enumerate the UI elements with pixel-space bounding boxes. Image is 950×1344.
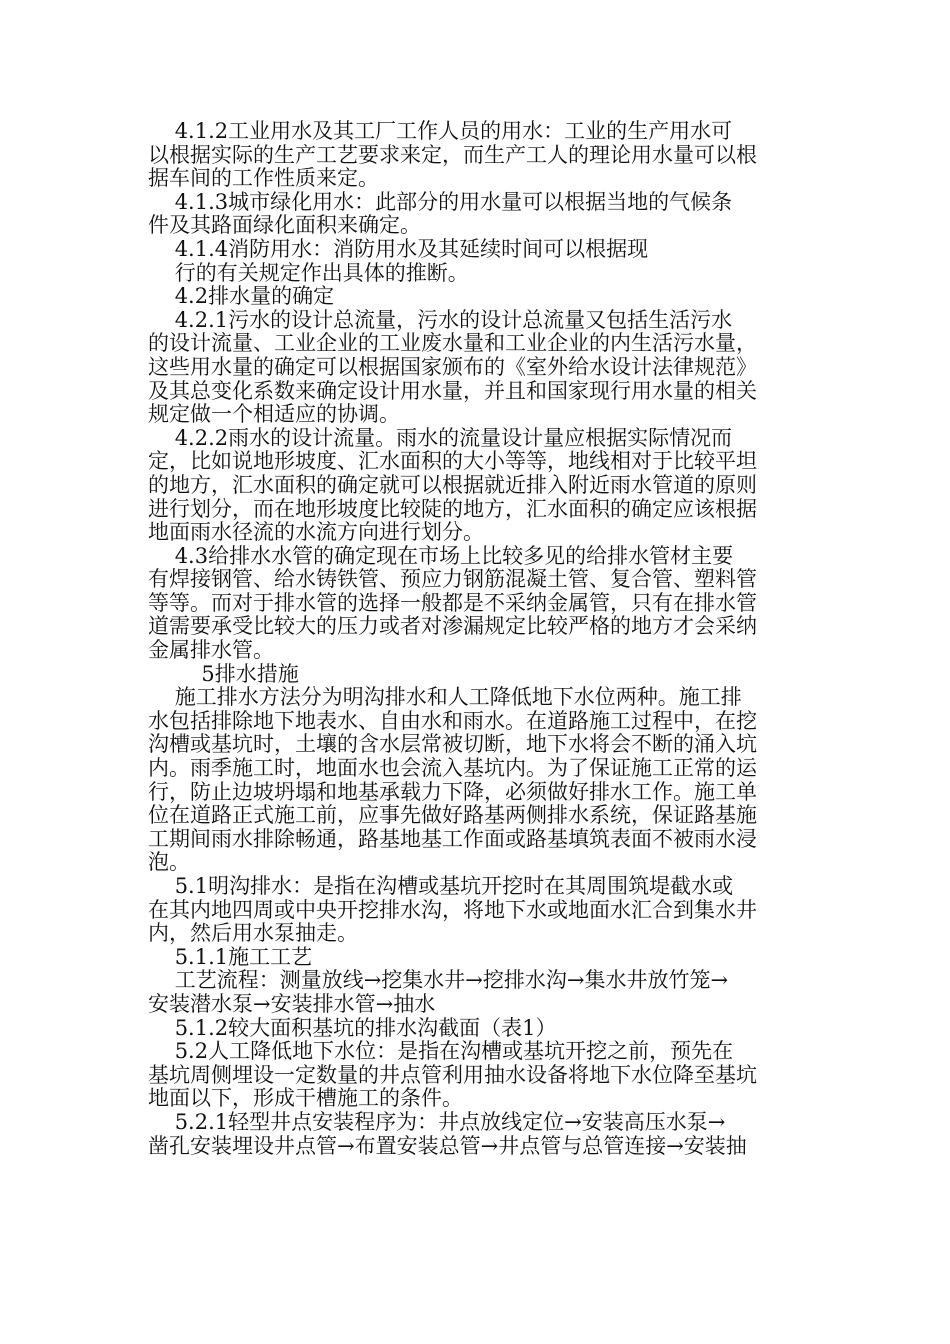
text-line: 工艺流程：测量放线→挖集水井→挖排水沟→集水井放竹笼→ [148, 969, 729, 993]
text-line: 有焊接钢管、给水铸铁管、预应力钢筋混凝土管、复合管、塑料管 [148, 568, 757, 592]
text-line: 以根据实际的生产工艺要求来定，而生产工人的理论用水量可以根 [148, 143, 757, 167]
text-line: 内。雨季施工时，地面水也会流入基坑内。为了保证施工正常的运 [148, 757, 757, 781]
text-line: 4.1.4消防用水：消防用水及其延续时间可以根据现 [148, 237, 649, 261]
text-line: 在其内地四周或中央开挖排水沟，将地下水或地面水汇合到集水井 [148, 898, 757, 922]
text-line: 4.3给排水水管的确定现在市场上比较多见的给排水管材主要 [148, 544, 734, 568]
text-line: 4.1.3城市绿化用水：此部分的用水量可以根据当地的气候条 [148, 190, 733, 214]
text-line: 水包括排除地下地表水、自由水和雨水。在道路施工过程中，在挖 [148, 709, 757, 733]
text-line: 进行划分，而在地形坡度比较陡的地方，汇水面积的确定应该根据 [148, 497, 757, 521]
text-line: 5.2人工降低地下水位：是指在沟槽或基坑开挖之前，预先在 [148, 1040, 734, 1064]
text-line: 基坑周侧埋设一定数量的井点管利用抽水设备将地下水位降至基坑 [148, 1063, 757, 1087]
text-line: 金属排水管。 [148, 639, 274, 663]
text-line: 安装潜水泵→安装排水管→抽水 [148, 992, 436, 1016]
text-line: 道需要承受比较大的压力或者对渗漏规定比较严格的地方才会采纳 [148, 615, 757, 639]
text-line: 5.1.2较大面积基坑的排水沟截面（表1） [148, 1016, 557, 1040]
text-line: 件及其路面绿化面积来确定。 [148, 214, 421, 238]
text-line: 内，然后用水泵抽走。 [148, 922, 358, 946]
document-body [148, 120, 798, 1158]
text-line: 的设计流量、工业企业的工业废水量和工业企业的内生活污水量， [148, 332, 757, 356]
text-line: 4.1.2工业用水及其工厂工作人员的用水：工业的生产用水可 [148, 120, 733, 143]
text-line: 等等。而对于排水管的选择一般都是不采纳金属管，只有在排水管 [148, 591, 757, 615]
text-line: 地面雨水径流的水流方向进行划分。 [148, 521, 484, 545]
text-line: 5.1明沟排水：是指在沟槽或基坑开挖时在其周围筑堤截水或 [148, 875, 734, 898]
text-line: 工期间雨水排除畅通，路基地基工作面或路基填筑表面不被雨水浸 [148, 827, 757, 851]
text-line: 位在道路正式施工前，应事先做好路基两侧排水系统，保证路基施 [148, 804, 757, 828]
text-line: 地面以下，形成干槽施工的条件。 [148, 1087, 463, 1111]
text-line: 凿孔安装埋设井点管→布置安装总管→井点管与总管连接→安装抽 [148, 1134, 747, 1158]
text-line: 这些用水量的确定可以根据国家颁布的《室外给水设计法律规范》 [148, 355, 757, 379]
text-line: 行，防止边坡坍塌和地基承载力下降，必须做好排水工作。施工单 [148, 780, 757, 804]
text-line: 4.2排水量的确定 [148, 285, 335, 309]
text-line: 泡。 [148, 851, 190, 875]
text-line: 的地方，汇水面积的确定就可以根据就近排入附近雨水管道的原则 [148, 473, 757, 497]
section-heading: 5排水措施 [148, 662, 299, 686]
text-line: 5.1.1施工工艺 [148, 945, 313, 969]
text-line: 规定做一个相适应的协调。 [148, 403, 400, 427]
text-line: 定，比如说地形坡度、汇水面积的大小等等，地线相对于比较平坦 [148, 450, 757, 474]
text-line: 及其总变化系数来确定设计用水量，并且和国家现行用水量的相关 [148, 379, 757, 403]
text-line: 4.2.1污水的设计总流量，污水的设计总流量又包括生活污水 [148, 308, 733, 332]
text-line: 4.2.2雨水的设计流量。雨水的流量设计量应根据实际情况而 [148, 426, 733, 450]
text-line: 沟槽或基坑时，土壤的含水层常被切断，地下水将会不断的涌入坑 [148, 733, 757, 757]
text-line: 施工排水方法分为明沟排水和人工降低地下水位两种。施工排 [148, 686, 742, 710]
text-line: 5.2.1轻型井点安装程序为：井点放线定位→安装高压水泵→ [148, 1110, 726, 1134]
text-line: 行的有关规定作出具体的推断。 [148, 261, 469, 285]
text-line: 据车间的工作性质来定。 [148, 167, 379, 191]
